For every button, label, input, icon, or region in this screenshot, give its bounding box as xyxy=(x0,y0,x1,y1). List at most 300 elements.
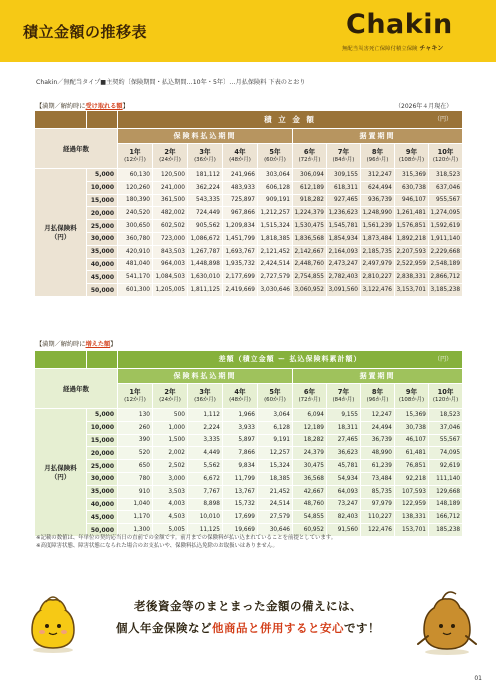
value-cell: 61,481 xyxy=(395,447,429,460)
column-header-10 xyxy=(429,144,463,169)
premium-row-header: 5,000 xyxy=(87,409,118,422)
value-cell: 27,579 xyxy=(258,511,293,524)
column-header-year: 7年 xyxy=(337,388,350,396)
section1-label-prefix: 【満期／解約時に xyxy=(36,103,86,110)
value-cell: 241,000 xyxy=(153,181,188,194)
table2-band-text: 差額（積立金額 ー 払込保険料累計額） xyxy=(218,355,362,363)
value-cell: 129,668 xyxy=(429,485,463,498)
value-cell: 107,593 xyxy=(395,485,429,498)
section2-label-prefix: 【満期／解約時に xyxy=(36,341,86,348)
value-cell: 918,282 xyxy=(293,194,327,207)
column-header-months: (48か月) xyxy=(229,157,251,163)
premium-row-header: 20,000 xyxy=(87,207,118,220)
value-cell: 60,952 xyxy=(293,524,327,537)
value-cell: 1,274,095 xyxy=(429,207,463,220)
monthly-premium-label-unit: （円） xyxy=(50,233,71,242)
value-cell: 2,548,189 xyxy=(429,258,463,271)
monthly-premium-label xyxy=(35,409,87,537)
header-bar xyxy=(0,0,496,62)
column-header-months: (24か月) xyxy=(159,397,181,403)
value-cell: 64,093 xyxy=(327,485,361,498)
monthly-premium-label-unit: （円） xyxy=(50,473,71,482)
value-cell: 85,735 xyxy=(361,485,395,498)
value-cell: 780 xyxy=(118,472,153,485)
value-cell: 724,449 xyxy=(188,207,223,220)
value-cell: 24,379 xyxy=(293,447,327,460)
value-cell: 5,897 xyxy=(223,434,258,447)
value-cell: 2,419,669 xyxy=(223,284,258,297)
value-cell: 2,782,403 xyxy=(327,271,361,284)
column-header-months: (60か月) xyxy=(264,397,286,403)
footnotes xyxy=(36,534,336,550)
value-cell: 362,224 xyxy=(188,181,223,194)
value-cell: 27,465 xyxy=(327,434,361,447)
column-header-9 xyxy=(395,144,429,169)
value-cell: 240,520 xyxy=(118,207,153,220)
value-cell: 120,260 xyxy=(118,181,153,194)
column-header-4 xyxy=(223,384,258,409)
difference-table xyxy=(34,350,463,537)
value-cell: 74,095 xyxy=(429,447,463,460)
column-header-months: (96か月) xyxy=(366,397,389,403)
value-cell: 637,046 xyxy=(429,181,463,194)
table1-sub-deferral: 据置期間 xyxy=(293,129,463,144)
column-header-6 xyxy=(293,384,327,409)
value-cell: 1,818,385 xyxy=(258,232,293,245)
value-cell: 110,227 xyxy=(361,511,395,524)
table-row xyxy=(35,181,463,194)
table-row xyxy=(35,460,463,473)
value-cell: 3,185,238 xyxy=(429,284,463,297)
table-row xyxy=(35,220,463,233)
premium-row-header: 45,000 xyxy=(87,271,118,284)
value-cell: 9,191 xyxy=(258,434,293,447)
column-header-3 xyxy=(188,384,223,409)
page-title: 積立金額の推移表 xyxy=(23,23,148,41)
table-row xyxy=(35,169,463,182)
value-cell: 55,567 xyxy=(429,434,463,447)
value-cell: 602,502 xyxy=(153,220,188,233)
value-cell: 181,112 xyxy=(188,169,223,182)
column-header-5 xyxy=(258,384,293,409)
value-cell: 1,515,324 xyxy=(258,220,293,233)
value-cell: 130 xyxy=(118,409,153,422)
value-cell: 18,282 xyxy=(293,434,327,447)
column-header-year: 10年 xyxy=(437,388,454,396)
footnote-2: ※高度障害状態、障害状態になられた場合のお支払いや、保険料払込免除のお取扱いはありません。 xyxy=(36,543,278,549)
premium-row-header: 40,000 xyxy=(87,258,118,271)
value-cell: 927,465 xyxy=(327,194,361,207)
value-cell: 312,247 xyxy=(361,169,395,182)
value-cell: 1,170 xyxy=(118,511,153,524)
table-row xyxy=(35,421,463,434)
value-cell: 2,229,668 xyxy=(429,245,463,258)
message-line-2 xyxy=(0,620,496,636)
table2-corner: 経過年数 xyxy=(35,369,118,409)
monthly-premium-label-text: 月払保険料 xyxy=(44,464,77,473)
column-header-1 xyxy=(118,144,153,169)
value-cell: 76,851 xyxy=(395,460,429,473)
value-cell: 1,892,218 xyxy=(395,232,429,245)
value-cell: 45,781 xyxy=(327,460,361,473)
value-cell: 936,739 xyxy=(361,194,395,207)
value-cell: 1,084,503 xyxy=(153,271,188,284)
column-header-9 xyxy=(395,384,429,409)
value-cell: 48,990 xyxy=(361,447,395,460)
table-row xyxy=(35,472,463,485)
value-cell: 3,091,560 xyxy=(327,284,361,297)
column-header-months: (48か月) xyxy=(229,397,251,403)
column-header-3 xyxy=(188,144,223,169)
value-cell: 92,218 xyxy=(395,472,429,485)
value-cell: 1,112 xyxy=(188,409,223,422)
value-cell: 11,799 xyxy=(223,472,258,485)
value-cell: 18,523 xyxy=(429,409,463,422)
value-cell: 120,500 xyxy=(153,169,188,182)
value-cell: 1,854,934 xyxy=(327,232,361,245)
value-cell: 5,005 xyxy=(153,524,188,537)
value-cell: 1,000 xyxy=(153,421,188,434)
value-cell: 1,630,010 xyxy=(188,271,223,284)
value-cell: 3,064 xyxy=(258,409,293,422)
column-header-months: (36か月) xyxy=(194,397,216,403)
column-header-year: 5年 xyxy=(269,148,281,156)
table-row xyxy=(35,245,463,258)
column-header-year: 9年 xyxy=(405,388,418,396)
table-row xyxy=(35,271,463,284)
value-cell: 1,086,672 xyxy=(188,232,223,245)
value-cell: 2,207,593 xyxy=(395,245,429,258)
column-header-months: (108か月) xyxy=(398,157,425,163)
value-cell: 2,522,959 xyxy=(395,258,429,271)
value-cell: 1,911,140 xyxy=(429,232,463,245)
premium-row-header: 35,000 xyxy=(87,245,118,258)
table1-band-text: 積 立 金 額 xyxy=(264,115,316,124)
value-cell: 54,934 xyxy=(327,472,361,485)
value-cell: 4,449 xyxy=(188,447,223,460)
value-cell: 122,959 xyxy=(395,498,429,511)
premium-row-header: 50,000 xyxy=(87,284,118,297)
column-header-months: (84か月) xyxy=(332,157,355,163)
table1-unit: （円） xyxy=(434,116,453,123)
value-cell: 241,966 xyxy=(223,169,258,182)
message-line-1: 老後資金等のまとまった金額の備えには、 xyxy=(134,599,362,613)
premium-row-header: 15,000 xyxy=(87,434,118,447)
value-cell: 624,494 xyxy=(361,181,395,194)
monthly-premium-label xyxy=(35,169,87,297)
column-header-year: 8年 xyxy=(371,388,384,396)
value-cell: 2,448,760 xyxy=(293,258,327,271)
value-cell: 185,238 xyxy=(429,524,463,537)
value-cell: 18,311 xyxy=(327,421,361,434)
value-cell: 13,767 xyxy=(223,485,258,498)
value-cell: 7,866 xyxy=(223,447,258,460)
value-cell: 2,473,247 xyxy=(327,258,361,271)
value-cell: 606,128 xyxy=(258,181,293,194)
value-cell: 1,248,990 xyxy=(361,207,395,220)
value-cell: 4,003 xyxy=(153,498,188,511)
value-cell: 612,189 xyxy=(293,181,327,194)
section2-label-suffix: 】 xyxy=(110,341,117,348)
premium-row-header: 40,000 xyxy=(87,498,118,511)
logo-subtitle-text: 無配当災害死亡保障付積立保険 xyxy=(342,46,418,52)
value-cell: 1,693,767 xyxy=(223,245,258,258)
value-cell: 3,122,476 xyxy=(361,284,395,297)
table2-sub-deferral: 据置期間 xyxy=(293,369,463,384)
value-cell: 360,780 xyxy=(118,232,153,245)
value-cell: 30,738 xyxy=(395,421,429,434)
table1-band-title xyxy=(118,111,463,129)
value-cell: 138,331 xyxy=(395,511,429,524)
table-row xyxy=(35,194,463,207)
value-cell: 42,667 xyxy=(293,485,327,498)
value-cell: 3,060,952 xyxy=(293,284,327,297)
column-header-months: (24か月) xyxy=(159,157,181,163)
value-cell: 1,209,834 xyxy=(223,220,258,233)
value-cell: 6,672 xyxy=(188,472,223,485)
message-highlight: 他商品と併用すると安心 xyxy=(212,621,344,635)
column-header-6 xyxy=(293,144,327,169)
table-row xyxy=(35,498,463,511)
as-of-date: （2026年４月現在） xyxy=(395,103,453,110)
value-cell: 482,002 xyxy=(153,207,188,220)
product-description: Chakin／無配当タイプ■主契約〔保険期間・払込期間…10年・5年〕…月払保険料 下表のとおり xyxy=(36,79,306,86)
message-line-2-prefix: 個人年金保険など xyxy=(116,621,212,635)
table2-sub-payment: 保険料払込期間 xyxy=(118,369,293,384)
column-header-year: 1年 xyxy=(129,388,141,396)
column-header-year: 8年 xyxy=(371,148,384,156)
value-cell: 725,897 xyxy=(223,194,258,207)
value-cell: 12,257 xyxy=(258,447,293,460)
value-cell: 37,046 xyxy=(429,421,463,434)
column-header-5 xyxy=(258,144,293,169)
value-cell: 2,810,227 xyxy=(361,271,395,284)
column-header-7 xyxy=(327,144,361,169)
logo-subtitle-brand: チャキン xyxy=(419,45,444,52)
column-header-months: (72か月) xyxy=(298,157,321,163)
premium-row-header: 30,000 xyxy=(87,232,118,245)
value-cell: 6,128 xyxy=(258,421,293,434)
value-cell: 1,935,732 xyxy=(223,258,258,271)
value-cell: 630,738 xyxy=(395,181,429,194)
value-cell: 2,185,735 xyxy=(361,245,395,258)
value-cell: 1,267,787 xyxy=(188,245,223,258)
column-header-7 xyxy=(327,384,361,409)
value-cell: 650 xyxy=(118,460,153,473)
value-cell: 318,523 xyxy=(429,169,463,182)
value-cell: 61,239 xyxy=(361,460,395,473)
value-cell: 1,261,481 xyxy=(395,207,429,220)
value-cell: 73,247 xyxy=(327,498,361,511)
table1-sub-payment: 保険料払込期間 xyxy=(118,129,293,144)
value-cell: 1,966 xyxy=(223,409,258,422)
column-header-1 xyxy=(118,384,153,409)
section1-label-emphasis: 受け取れる額 xyxy=(85,103,123,110)
value-cell: 2,142,667 xyxy=(293,245,327,258)
column-header-months: (72か月) xyxy=(298,397,321,403)
chakin-logo xyxy=(338,10,478,54)
value-cell: 910 xyxy=(118,485,153,498)
column-header-year: 2年 xyxy=(164,388,176,396)
table-row xyxy=(35,232,463,245)
column-header-months: (84か月) xyxy=(332,397,355,403)
value-cell: 1,873,484 xyxy=(361,232,395,245)
column-header-2 xyxy=(153,384,188,409)
value-cell: 19,669 xyxy=(223,524,258,537)
value-cell: 24,514 xyxy=(258,498,293,511)
table2-band-title xyxy=(118,351,463,369)
value-cell: 30,475 xyxy=(293,460,327,473)
value-cell: 36,739 xyxy=(361,434,395,447)
column-header-year: 3年 xyxy=(199,388,211,396)
premium-row-header: 35,000 xyxy=(87,485,118,498)
value-cell: 300,650 xyxy=(118,220,153,233)
value-cell: 2,164,093 xyxy=(327,245,361,258)
value-cell: 82,403 xyxy=(327,511,361,524)
value-cell: 15,732 xyxy=(223,498,258,511)
column-header-year: 6年 xyxy=(303,388,316,396)
premium-row-header: 15,000 xyxy=(87,194,118,207)
value-cell: 1,224,379 xyxy=(293,207,327,220)
column-header-months: (12か月) xyxy=(124,157,146,163)
value-cell: 6,094 xyxy=(293,409,327,422)
value-cell: 1,836,568 xyxy=(293,232,327,245)
premium-row-header: 45,000 xyxy=(87,511,118,524)
column-header-8 xyxy=(361,384,395,409)
table-row xyxy=(35,284,463,297)
column-header-year: 10年 xyxy=(437,148,454,156)
value-cell: 420,910 xyxy=(118,245,153,258)
value-cell: 500 xyxy=(153,409,188,422)
section1-label-suffix: 】 xyxy=(122,103,129,110)
value-cell: 2,838,331 xyxy=(395,271,429,284)
value-cell: 1,545,781 xyxy=(327,220,361,233)
column-header-year: 2年 xyxy=(164,148,176,156)
value-cell: 3,933 xyxy=(223,421,258,434)
column-header-year: 7年 xyxy=(337,148,350,156)
logo-subtitle xyxy=(342,43,444,52)
table-row xyxy=(35,511,463,524)
column-header-months: (108か月) xyxy=(398,397,425,403)
table1-top-left-2 xyxy=(87,111,118,129)
value-cell: 543,335 xyxy=(188,194,223,207)
value-cell: 21,452 xyxy=(258,485,293,498)
column-header-4 xyxy=(223,144,258,169)
value-cell: 3,503 xyxy=(153,485,188,498)
value-cell: 1,300 xyxy=(118,524,153,537)
value-cell: 601,300 xyxy=(118,284,153,297)
value-cell: 180,390 xyxy=(118,194,153,207)
value-cell: 11,125 xyxy=(188,524,223,537)
column-header-months: (60か月) xyxy=(264,157,286,163)
value-cell: 2,866,712 xyxy=(429,271,463,284)
value-cell: 967,866 xyxy=(223,207,258,220)
column-header-year: 4年 xyxy=(234,388,246,396)
value-cell: 3,335 xyxy=(188,434,223,447)
value-cell: 2,754,855 xyxy=(293,271,327,284)
value-cell: 166,712 xyxy=(429,511,463,524)
value-cell: 1,451,799 xyxy=(223,232,258,245)
value-cell: 3,000 xyxy=(153,472,188,485)
value-cell: 15,324 xyxy=(258,460,293,473)
column-header-months: (120か月) xyxy=(432,397,459,403)
value-cell: 10,010 xyxy=(188,511,223,524)
premium-row-header: 25,000 xyxy=(87,220,118,233)
column-header-year: 9年 xyxy=(405,148,418,156)
footnote-1: ※記載の数値は、年単位の契約応当日の直前での金額です。前月までの保険料が払い込まれていることを前提としています。 xyxy=(36,535,337,541)
premium-row-header: 30,000 xyxy=(87,472,118,485)
value-cell: 1,530,475 xyxy=(293,220,327,233)
column-header-months: (120か月) xyxy=(432,157,459,163)
value-cell: 2,121,452 xyxy=(258,245,293,258)
value-cell: 1,500 xyxy=(153,434,188,447)
value-cell: 111,140 xyxy=(429,472,463,485)
value-cell: 520 xyxy=(118,447,153,460)
value-cell: 315,369 xyxy=(395,169,429,182)
value-cell: 12,247 xyxy=(361,409,395,422)
value-cell: 17,699 xyxy=(223,511,258,524)
page-number: 01 xyxy=(474,675,482,682)
value-cell: 5,562 xyxy=(188,460,223,473)
column-header-year: 5年 xyxy=(269,388,281,396)
value-cell: 60,130 xyxy=(118,169,153,182)
value-cell: 8,898 xyxy=(188,498,223,511)
value-cell: 2,497,979 xyxy=(361,258,395,271)
value-cell: 2,177,699 xyxy=(223,271,258,284)
section1-label xyxy=(36,101,129,110)
column-header-2 xyxy=(153,144,188,169)
value-cell: 306,094 xyxy=(293,169,327,182)
value-cell: 7,767 xyxy=(188,485,223,498)
premium-row-header: 50,000 xyxy=(87,524,118,537)
value-cell: 1,561,239 xyxy=(361,220,395,233)
premium-row-header: 10,000 xyxy=(87,181,118,194)
value-cell: 148,189 xyxy=(429,498,463,511)
value-cell: 955,567 xyxy=(429,194,463,207)
value-cell: 24,494 xyxy=(361,421,395,434)
value-cell: 1,576,851 xyxy=(395,220,429,233)
value-cell: 9,834 xyxy=(223,460,258,473)
table2-top-left-2 xyxy=(87,351,118,369)
value-cell: 48,760 xyxy=(293,498,327,511)
monthly-premium-label-text: 月払保険料 xyxy=(44,224,77,233)
column-header-months: (36か月) xyxy=(194,157,216,163)
value-cell: 9,155 xyxy=(327,409,361,422)
value-cell: 390 xyxy=(118,434,153,447)
section2-label-emphasis: 増えた額 xyxy=(85,341,111,348)
value-cell: 4,503 xyxy=(153,511,188,524)
column-header-year: 3年 xyxy=(199,148,211,156)
table1-corner: 経過年数 xyxy=(35,129,118,169)
section2-label xyxy=(36,339,116,348)
value-cell: 91,560 xyxy=(327,524,361,537)
value-cell: 481,040 xyxy=(118,258,153,271)
table-row xyxy=(35,258,463,271)
value-cell: 36,623 xyxy=(327,447,361,460)
premium-row-header: 20,000 xyxy=(87,447,118,460)
value-cell: 122,476 xyxy=(361,524,395,537)
value-cell: 1,236,623 xyxy=(327,207,361,220)
value-cell: 843,503 xyxy=(153,245,188,258)
value-cell: 54,855 xyxy=(293,511,327,524)
value-cell: 260 xyxy=(118,421,153,434)
column-header-year: 1年 xyxy=(129,148,141,156)
value-cell: 36,568 xyxy=(293,472,327,485)
value-cell: 1,448,898 xyxy=(188,258,223,271)
value-cell: 946,107 xyxy=(395,194,429,207)
value-cell: 73,484 xyxy=(361,472,395,485)
value-cell: 905,562 xyxy=(188,220,223,233)
